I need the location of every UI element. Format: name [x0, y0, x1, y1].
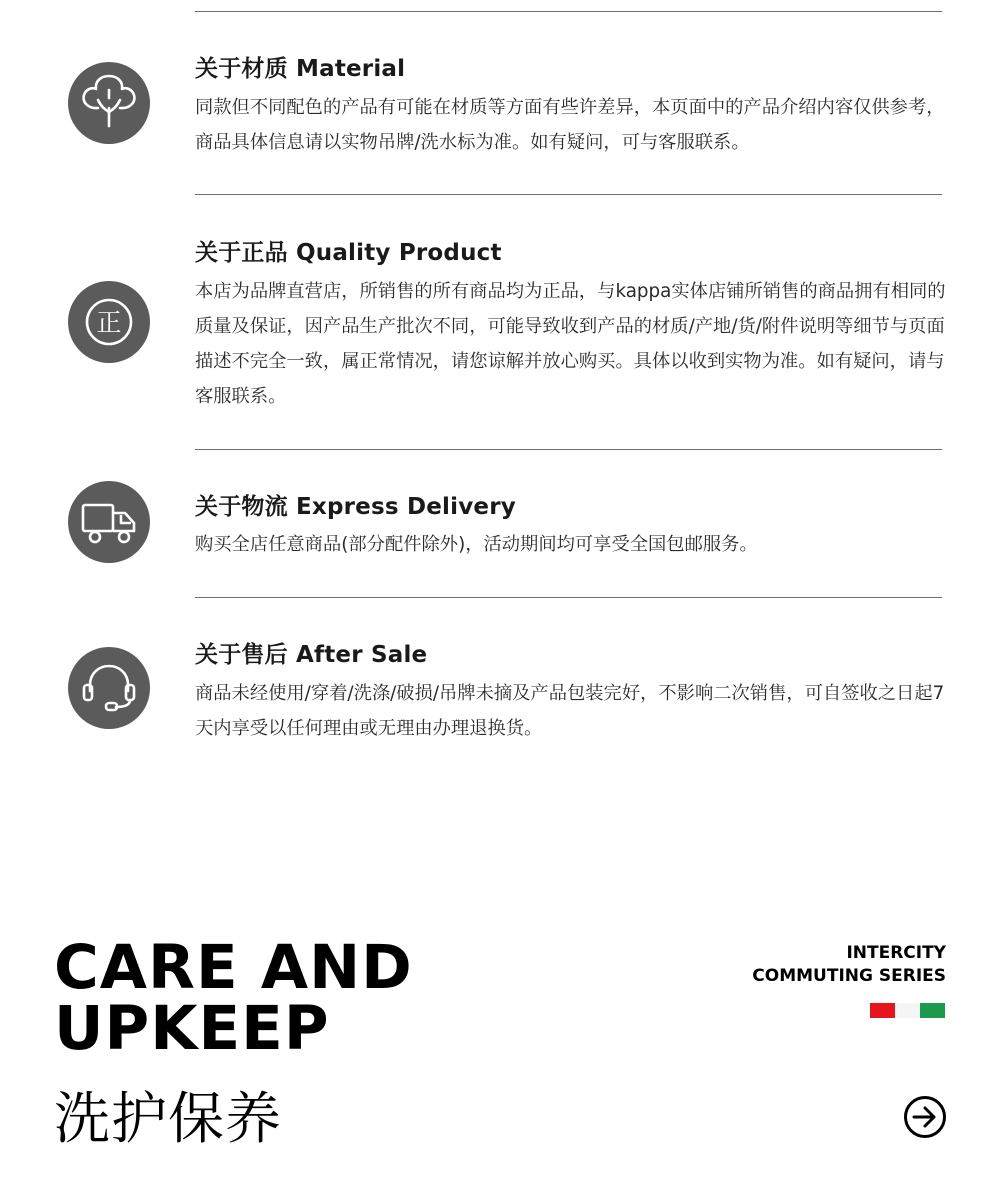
headset-icon — [68, 647, 150, 729]
divider-top — [195, 11, 942, 12]
care-title-cn: 洗护保养 — [54, 1087, 282, 1152]
genuine-seal-icon — [68, 281, 150, 363]
section-title-delivery: 关于物流 Express Delivery — [195, 494, 516, 520]
section-title-after-sale: 关于售后 After Sale — [195, 642, 428, 668]
italy-flag-stripes — [870, 1003, 945, 1018]
section-body-after-sale: 商品未经使用/穿着/洗涤/破损/吊牌未摘及产品包装完好，不影响二次销售，可自签收之日起7天内享受以任何理由或无理由办理退换货。 — [195, 683, 945, 739]
care-title-line1: CARE AND — [54, 932, 413, 1003]
section-body-material: 同款但不同配色的产品有可能在材质等方面有些许差异，本页面中的产品介绍内容仅供参考，商品具体信息请以实物吊牌/洗水标为准。如有疑问，可与客服联系。 — [195, 97, 945, 153]
genuine-seal-char: 正 — [96, 308, 122, 337]
circle-arrow-right-icon[interactable] — [903, 1095, 947, 1139]
section-title-material: 关于材质 Material — [195, 56, 406, 82]
series-line2: COMMUTING SERIES — [752, 966, 946, 986]
delivery-truck-icon — [68, 481, 150, 563]
flag-green-stripe — [920, 1003, 945, 1018]
section-body-quality: 本店为品牌直营店，所销售的所有商品均为正品，与kappa实体店铺所销售的商品拥有相同的质量及保证，因产品生产批次不同，可能导致收到产品的材质/产地/货/附件说明等细节与页面描述不完全一致，属正常情况，请您谅解并放心购买。具体以收到实物为准。如有疑问，请与客服联系。 — [195, 281, 946, 407]
divider-3 — [195, 597, 942, 598]
series-line1: INTERCITY — [846, 943, 946, 963]
divider-2 — [195, 449, 942, 450]
series-label — [752, 942, 946, 988]
section-title-quality: 关于正品 Quality Product — [195, 240, 502, 266]
care-title — [54, 932, 413, 1064]
divider-1 — [195, 194, 942, 195]
section-body-delivery: 购买全店任意商品(部分配件除外)，活动期间均可享受全国包邮服务。 — [195, 534, 758, 555]
cotton-flower-icon — [68, 62, 150, 144]
flag-white-stripe — [895, 1003, 920, 1018]
care-title-line2: UPKEEP — [54, 993, 330, 1064]
flag-red-stripe — [870, 1003, 895, 1018]
